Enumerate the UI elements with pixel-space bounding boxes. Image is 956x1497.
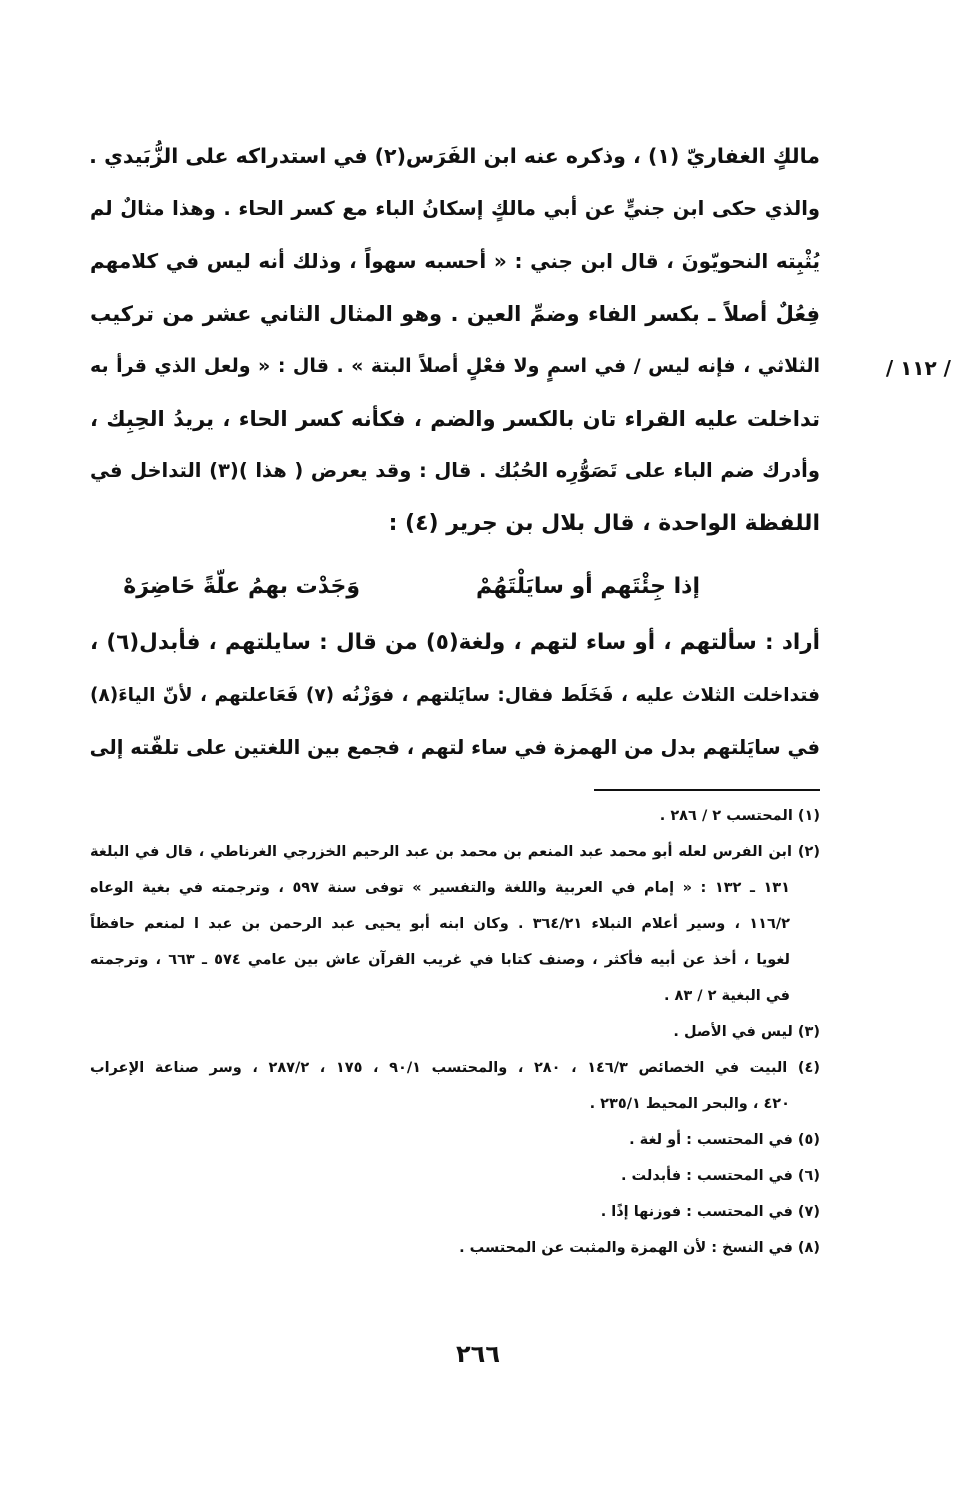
text-line: فِعُلٌ أصلاً ـ بكسر الفاء وضمِّ العين . وهو المثال الثاني عشر من تركيب <box>90 301 820 326</box>
text-line: يُثْبِته النحويّونَ ، قال ابن جني : « أحسبه سهواً ، وذلك أنه ليس في كلامهم <box>90 249 820 273</box>
text-line: مالكٍ الغفاريّ (١) ، وذكره عنه ابن الفَرَس(٢) في استدراكه على الزُّبَيدي . <box>89 144 820 168</box>
verse-first-hemistich: إذا جِئْتَهم أو سايَلْتَهُمْ <box>475 574 700 599</box>
footnote-8: (٨) في النسخ : لأن الهمزة والمثبت عن المحتسب . <box>459 1240 820 1256</box>
footnote-4: (٤) البيت في الخصائص ١٤٦/٣ ، ٢٨٠ ، والمحتسب ٩٠/١ ، ١٧٥ ، ٢٨٧/٢ ، وسر صناعة الإعراب <box>90 1060 820 1076</box>
footnote-6: (٦) في المحتسب : فأبدلت . <box>620 1168 820 1184</box>
text-line: أراد : سألتهم ، أو ساء لتهم ، ولغة(٥) من قال : سايلتهم ، فأبدل(٦) ، <box>90 630 820 655</box>
footnote-separator <box>594 789 820 791</box>
text-line: تداخلت عليه القراء تان بالكسر والضم ، فكأنه كسر الحاء ، يريدُ الحِبِك ، <box>90 406 820 431</box>
text-line: وأدرك ضم الباء على تَصَوُّرِه الحُبُك . قال : وقد يعرض ( هذا )(٣) التداخل في <box>90 459 820 482</box>
footnote-2-continuation: لغويا ، أخذ عن أبيه فأكثر ، وصنف كتابا في غريب القرآن عاش بين عامي ٥٧٤ ـ ٦٦٣ ، وترجمته <box>90 952 790 968</box>
footnote-2: (٢) ابن الفرس لعله أبو محمد عبد المنعم بن محمد بن عبد الرحيم الخزرجي الغرناطي ، قال في البلغة <box>90 844 820 860</box>
footnote-4-continuation: ٤٢٠ ، والبحر المحيط ٢٣٥/١ . <box>589 1096 790 1112</box>
footnote-3: (٣) ليس في الأصل . <box>673 1024 820 1040</box>
footnotes-block <box>90 798 820 1266</box>
footnote-2-continuation: في البغية ٢ / ٨٣ . <box>663 988 790 1004</box>
text-line: والذي حكى ابن جنيٍّ عن أبي مالكٍ إسكانُ الباء مع كسر الحاء . وهذا مثالٌ لم <box>90 196 820 220</box>
footnote-2-continuation: ١١٦/٢ ، وسير أعلام النبلاء ٣٦٤/٢١ . وكان ابنه أبو يحيى عبد الرحمن بن عبد ا لمنعم حافظاً <box>90 916 790 932</box>
page-number: ٢٦٦ <box>456 1340 500 1368</box>
footnote-1: (١) المحتسب ٢ / ٢٨٦ . <box>659 808 820 824</box>
footnote-5: (٥) في المحتسب : أو لغة . <box>629 1132 820 1148</box>
text-line: فتداخلت الثلاث عليه ، فَخَلَط فقال: سايَلتهم ، فوَزْنُه (٧) فَعَاعلتهم ، لأنّ الياءَ(٨) <box>90 684 820 706</box>
text-line: اللفظة الواحدة ، قال بلال بن جرير (٤) : <box>388 510 820 536</box>
poetry-verse <box>90 561 820 613</box>
verse-second-hemistich: وَجَدْت بهمُ علّةً حَاضِرَهْ <box>123 574 360 599</box>
text-line: في سايَلتهم بدل من الهمزة في ساء لتهم ، فجمع بين اللغتين على تلفّته إلى <box>89 736 820 759</box>
manuscript-folio-marker: / ١١٢ / <box>885 356 951 380</box>
footnote-7: (٧) في المحتسب : فوزنها إذًا . <box>600 1204 820 1220</box>
main-text-block-continued <box>90 617 820 775</box>
footnote-2-continuation: ١٣١ ـ ١٣٢ : « إمام في العربية واللغة والتفسير » توفى سنة ٥٩٧ ، وترجمته في بغية الوعاه <box>90 880 790 896</box>
main-text-block <box>90 130 820 550</box>
text-line: الثلاثي ، فإنه ليس / في اسمٍ ولا فعْلٍ أصلاً البتة » . قال : « ولعل الذي قرأ به <box>90 355 820 377</box>
